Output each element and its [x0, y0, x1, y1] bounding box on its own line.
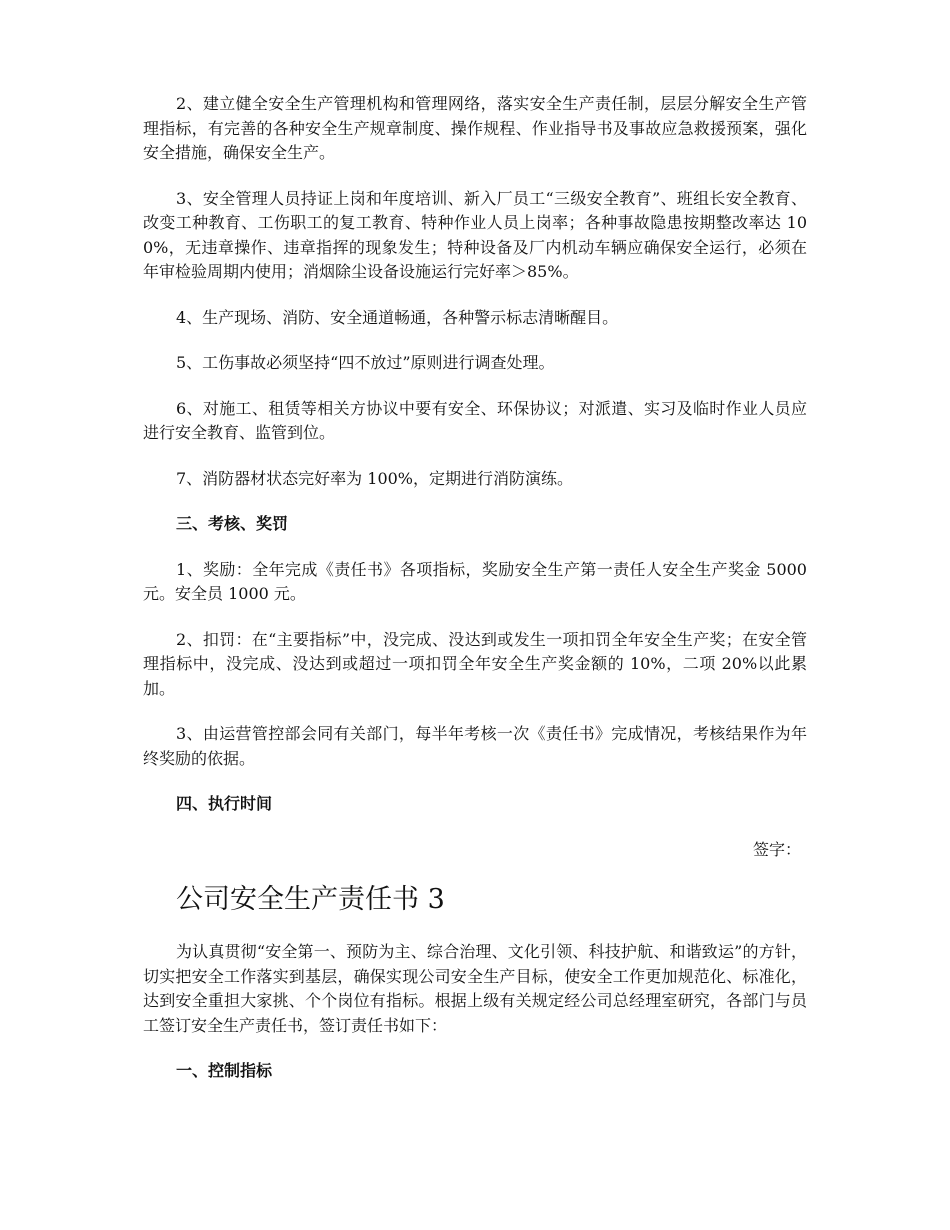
intro-paragraph: 为认真贯彻“安全第一、预防为主、综合治理、文化引领、科技护航、和谐致运”的方针，切实把安全工作落实到基层，确保实现公司安全生产目标，使安全工作更加规范化、标准化，达到安全重担大家挑、个个岗位有指标。根据上级有关规定经公司总经理室研究，各部门与员工签订安全生产责任书，签订责任书如下：	[143, 942, 807, 1035]
document-title: 公司安全生产责任书 3	[176, 884, 445, 915]
paragraph-item-2: 2、建立健全安全生产管理机构和管理网络，落实安全生产责任制，层层分解安全生产管理指标，有完善的各种安全生产规章制度、操作规程、作业指导书及事故应急救援预案，强化安全措施，确保安全生产。	[143, 94, 807, 162]
paragraph-item-4: 4、生产现场、消防、安全通道畅通，各种警示标志清晰醒目。	[176, 307, 619, 327]
paragraph-item-6: 6、对施工、租赁等相关方协议中要有安全、环保协议；对派遣、实习及临时作业人员应进行安全教育、监管到位。	[143, 398, 807, 442]
section-heading-execution-time: 四、执行时间	[176, 794, 273, 813]
signature-line: 签字：	[752, 839, 801, 859]
section-heading-assessment: 三、考核、奖罚	[176, 514, 289, 533]
document-page	[143, 92, 807, 1105]
section-heading-control-indicators: 一、控制指标	[176, 1061, 273, 1080]
paragraph-review: 3、由运营管控部会同有关部门，每半年考核一次《责任书》完成情况，考核结果作为年终奖励的依据。	[143, 724, 807, 768]
paragraph-item-5: 5、工伤事故必须坚持“四不放过”原则进行调查处理。	[176, 353, 555, 372]
paragraph-penalty: 2、扣罚：在“主要指标”中，没完成、没达到或发生一项扣罚全年安全生产奖；在安全管理指标中，没完成、没达到或超过一项扣罚全年安全生产奖金额的 10%，二项 20%以此累加。	[143, 629, 807, 698]
paragraph-reward: 1、奖励：全年完成《责任书》各项指标，奖励安全生产第一责任人安全生产奖金 5000 元。安全员 1000 元。	[143, 559, 807, 603]
paragraph-item-3: 3、安全管理人员持证上岗和年度培训、新入厂员工“三级安全教育”、班组长安全教育、改变工种教育、工伤职工的复工教育、特种作业人员上岗率；各种事故隐患按期整改率达 100%，无违章操作、违章指挥的现象发生；特种设备及厂内机动车辆应确保安全运行，必须在年审检验周期内使用；消烟除尘设备设施运行完好率＞85%。	[143, 188, 807, 281]
paragraph-item-7: 7、消防器材状态完好率为 100%，定期进行消防演练。	[176, 468, 574, 488]
